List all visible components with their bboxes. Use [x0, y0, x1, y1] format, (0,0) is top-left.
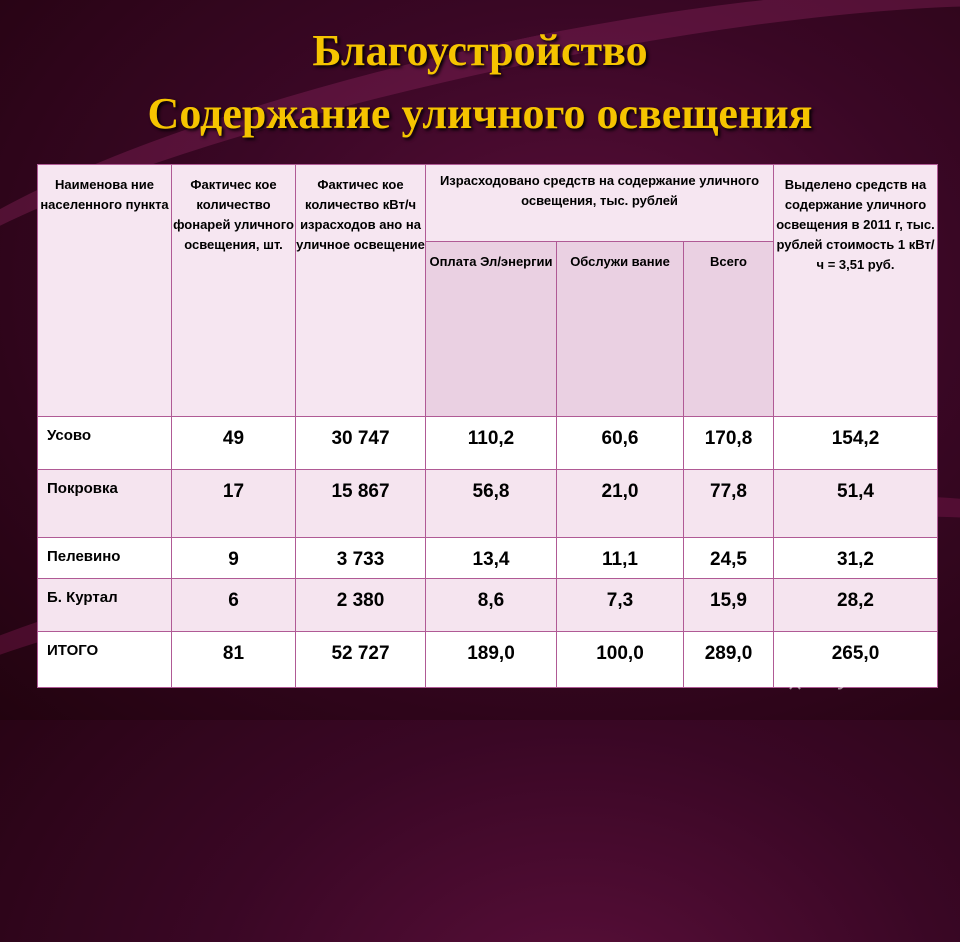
- cell-lamps: 9: [172, 538, 296, 579]
- cell-kwh: 3 733: [296, 538, 426, 579]
- cell-allocated: 51,4: [774, 470, 938, 538]
- header-energy-payment: Оплата Эл/энергии: [426, 242, 557, 417]
- cell-energy: 13,4: [426, 538, 557, 579]
- header-kwh: Фактичес кое количество кВт/ч израсходов ано на уличное освещение: [296, 165, 426, 417]
- header-lamps: Фактичес кое количество фонарей уличного освещения, шт.: [172, 165, 296, 417]
- presentation-icon: [780, 664, 810, 690]
- cell-energy: 110,2: [426, 417, 557, 470]
- cell-allocated: 28,2: [774, 579, 938, 632]
- header-settlement: Наименова ние населенного пункта: [38, 165, 172, 417]
- slide-title: Благоустройство: [312, 26, 648, 75]
- cell-allocated: 154,2: [774, 417, 938, 470]
- header-total: Всего: [684, 242, 774, 417]
- watermark-text: MyShared: [815, 660, 934, 690]
- cell-settlement: Б. Куртал: [38, 579, 172, 632]
- cell-kwh: 52 727: [296, 632, 426, 688]
- cell-kwh: 15 867: [296, 470, 426, 538]
- cell-lamps: 17: [172, 470, 296, 538]
- slide-subtitle: Содержание уличного освещения: [147, 89, 813, 138]
- cell-service: 60,6: [557, 417, 684, 470]
- table-row: [38, 417, 938, 470]
- table-row: [38, 470, 938, 538]
- cell-total: 170,8: [684, 417, 774, 470]
- header-service: Обслужи вание: [557, 242, 684, 417]
- cell-settlement: ИТОГО: [38, 632, 172, 688]
- cell-energy: 8,6: [426, 579, 557, 632]
- cell-service: 21,0: [557, 470, 684, 538]
- cell-kwh: 30 747: [296, 417, 426, 470]
- cell-total: 24,5: [684, 538, 774, 579]
- cell-lamps: 81: [172, 632, 296, 688]
- cell-lamps: 6: [172, 579, 296, 632]
- cell-total: 15,9: [684, 579, 774, 632]
- cell-total: 289,0: [684, 632, 774, 688]
- lighting-table: [37, 164, 938, 688]
- header-spent-group: Израсходовано средств на содержание уличного освещения, тыс. рублей: [426, 165, 774, 242]
- cell-energy: 56,8: [426, 470, 557, 538]
- cell-settlement: Усово: [38, 417, 172, 470]
- cell-total: 77,8: [684, 470, 774, 538]
- cell-settlement: Пелевино: [38, 538, 172, 579]
- cell-lamps: 49: [172, 417, 296, 470]
- table-row: [38, 579, 938, 632]
- watermark: [780, 660, 935, 691]
- header-allocated: Выделено средств на содержание уличного освещения в 2011 г, тыс. рублей стоимость 1 кВт/ч = 3,51 руб.: [774, 165, 938, 417]
- cell-energy: 189,0: [426, 632, 557, 688]
- cell-settlement: Покровка: [38, 470, 172, 538]
- table-row: [38, 538, 938, 579]
- cell-allocated: 31,2: [774, 538, 938, 579]
- cell-service: 100,0: [557, 632, 684, 688]
- cell-service: 7,3: [557, 579, 684, 632]
- cell-allocated: 265,0: [774, 632, 938, 688]
- cell-kwh: 2 380: [296, 579, 426, 632]
- cell-service: 11,1: [557, 538, 684, 579]
